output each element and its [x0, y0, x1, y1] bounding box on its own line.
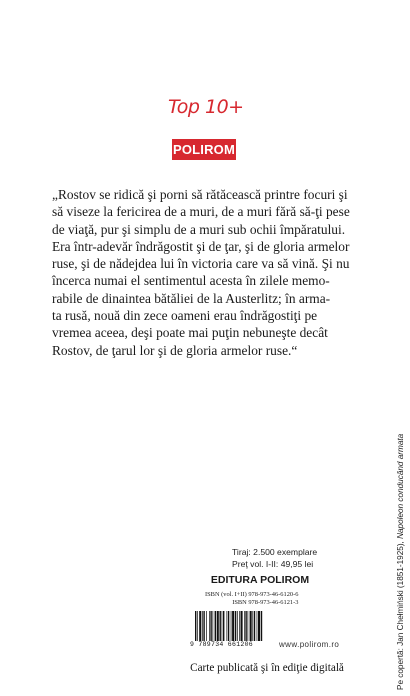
- barcode-digits: 9 789734 661206: [190, 641, 254, 648]
- price: Preţ vol. I-II: 49,95 lei: [232, 559, 314, 569]
- quote-line: de viaţă, pur şi simplu de a muri sub ochii împăratului.: [52, 221, 346, 237]
- quote-line: Era într-adevăr îndrăgostit şi de ţar, şi de gloria armelor: [52, 238, 350, 254]
- barcode-icon: [193, 611, 323, 641]
- print-run: Tiraj: 2.500 exemplare: [232, 547, 318, 557]
- isbn-volume: ISBN 978-973-46-6121-3: [232, 599, 299, 606]
- isbn-set: ISBN (vol. I+II) 978-973-46-6120-6: [205, 591, 299, 598]
- cover-credit: [396, 434, 405, 690]
- series-logo: Top 10+: [168, 96, 244, 118]
- quote-line: să viseze la fericirea de a muri, de a muri fără să-ţi pese: [52, 204, 350, 220]
- quote-line: încerca numai el sentimentul acesta în zilele memo-: [52, 273, 330, 289]
- publisher-badge: POLIROM: [172, 139, 236, 160]
- back-cover-quote: [52, 186, 356, 359]
- quote-line: Rostov, de ţarul lor şi de gloria armelor ruse.“: [52, 342, 298, 358]
- isbn-block: [205, 591, 298, 607]
- quote-line: ruse, şi de nădejdea lui în victoria care va să vină. Şi nu: [52, 256, 350, 272]
- cover-credit-title: Napoleon conducând armata: [396, 433, 405, 539]
- quote-line: ta rusă, nouă din zece oameni erau îndrăgostiţi pe: [52, 308, 318, 324]
- print-info: [232, 546, 317, 570]
- cover-credit-prefix: Pe copertă: Jan Chełmiński (1851-1925),: [396, 538, 405, 690]
- digital-edition-note: Carte publicată şi în ediţie digitală: [190, 662, 344, 674]
- quote-line: rabile de dinaintea bătăliei de la Austerlitz; în arma-: [52, 290, 331, 306]
- quote-line: vremea aceea, deşi poate mai puţin nebuneşte decât: [52, 325, 328, 341]
- publisher-website[interactable]: www.polirom.ro: [279, 640, 340, 649]
- quote-line: „Rostov se ridică şi porni să rătăcească printre focuri şi: [52, 187, 348, 202]
- publisher-name: EDITURA POLIROM: [210, 574, 310, 586]
